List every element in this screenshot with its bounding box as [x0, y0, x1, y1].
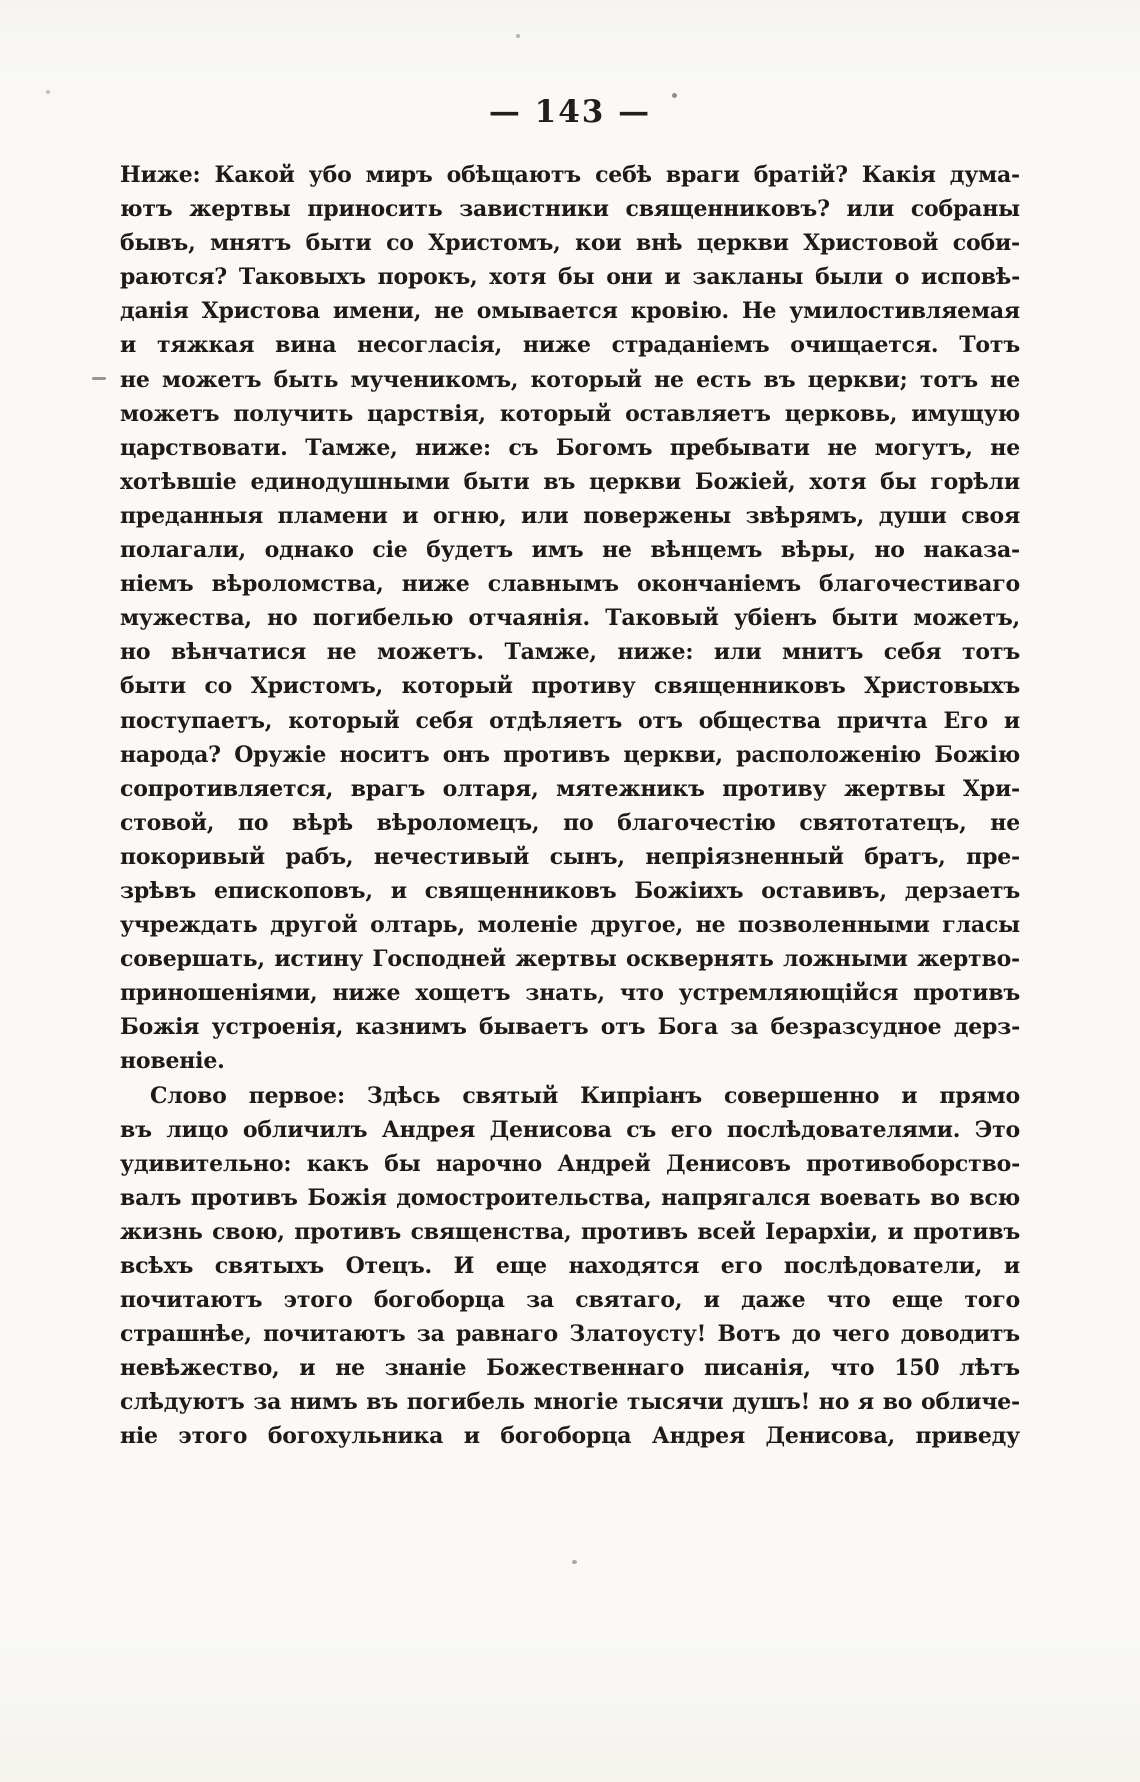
- text-line: ніемъ вѣроломства, ниже славнымъ окончаніемъ благочестиваго: [120, 571, 1020, 598]
- text-line: всѣхъ святыхъ Отецъ. И еще находятся его послѣдователи, и: [120, 1253, 1020, 1279]
- text-line: Божія устроенія, казнимъ бываетъ отъ Бога за безразсудное дерз-: [120, 1014, 1020, 1041]
- scan-speck: [516, 34, 520, 38]
- text-line: въ лицо обличилъ Андрея Денисова съ его послѣдователями. Это: [120, 1116, 1020, 1143]
- text-line: бывъ, мнятъ быти со Христомъ, кои внѣ церкви Христовой соби-: [120, 230, 1020, 257]
- text-line: слѣдуютъ за нимъ въ погибель многіе тысячи душъ! но я во обличе-: [120, 1389, 1020, 1416]
- text-line: покоривый рабъ, нечестивый сынъ, непріязненный братъ, пре-: [120, 843, 1020, 870]
- text-line: данія Христова имени, не омывается кровію. Не умилостивляемая: [120, 298, 1020, 325]
- text-line: раются? Таковыхъ порокъ, хотя бы они и закланы были о исповѣ-: [120, 264, 1020, 291]
- text-line: и тяжкая вина несогласія, ниже страданіемъ очищается. Тотъ: [120, 332, 1020, 359]
- text-line: полагали, однако сіе будетъ имъ не вѣнцемъ вѣры, но наказа-: [120, 537, 1020, 564]
- text-line: совершать, истину Господней жертвы осквернять ложными жертво-: [120, 946, 1020, 973]
- text-block: [120, 158, 1020, 1454]
- text-line: Ниже: Какой убо миръ обѣщаютъ себѣ враги братій? Какія дума-: [120, 162, 1020, 188]
- paragraph: [120, 1079, 1020, 1454]
- text-line: можетъ получить царствія, который оставляетъ церковь, имущую: [120, 400, 1020, 427]
- text-line: Слово первое: Здѣсь святый Кипріанъ совершенно и прямо: [150, 1082, 1020, 1109]
- page-header: [120, 94, 1020, 130]
- text-line: жизнь свою, противъ священства, противъ всей Іерархіи, и противъ: [120, 1218, 1020, 1245]
- text-line: стовой, по вѣрѣ вѣроломецъ, по благочестію святотатецъ, не: [120, 809, 1020, 836]
- text-line: ніе этого богохульника и богоборца Андрея Денисова, приведу: [120, 1423, 1020, 1450]
- scan-speck: [46, 90, 50, 94]
- text-line: не можетъ быть мученикомъ, который не есть въ церкви; тотъ не: [120, 366, 1020, 393]
- text-line: хотѣвшіе единодушными быти въ церкви Божіей, хотя бы горѣли: [120, 468, 1020, 495]
- text-line: валъ противъ Божія домостроительства, напрягался воевать во всю: [120, 1184, 1020, 1211]
- text-line: почитаютъ этого богоборца за святаго, и даже что еще того: [120, 1287, 1020, 1314]
- text-line: страшнѣе, почитаютъ за равнаго Златоусту! Вотъ до чего доводитъ: [120, 1321, 1020, 1348]
- text-line: учреждать другой олтарь, моленіе другое, не позволенными гласы: [120, 912, 1020, 939]
- text-line: новеніе.: [120, 1048, 225, 1075]
- scan-speck: [92, 377, 106, 380]
- text-line: быти со Христомъ, который противу священниковъ Христовыхъ: [120, 673, 1020, 700]
- paragraph: [120, 158, 1020, 1079]
- text-line: удивительно: какъ бы нарочно Андрей Денисовъ противоборство-: [120, 1150, 1020, 1177]
- text-line: преданныя пламени и огню, или повержены звѣрямъ, души своя: [120, 502, 1020, 529]
- text-line: зрѣвъ епископовъ, и священниковъ Божіихъ оставивъ, дерзаетъ: [120, 877, 1020, 904]
- text-line: приношеніями, ниже хощетъ знать, что устремляющійся противъ: [120, 980, 1020, 1007]
- text-line: ютъ жертвы приносить завистники священниковъ? или собраны: [120, 196, 1020, 223]
- scan-speck: [572, 1560, 577, 1564]
- text-line: царствовати. Тамже, ниже: съ Богомъ пребывати не могутъ, не: [120, 434, 1020, 461]
- text-line: сопротивляется, врагъ олтаря, мятежникъ противу жертвы Хри-: [120, 775, 1020, 802]
- text-line: народа? Оружіе носитъ онъ противъ церкви, расположенію Божію: [120, 741, 1020, 768]
- text-line: но вѣнчатися не можетъ. Тамже, ниже: или мнитъ себя тотъ: [120, 639, 1020, 666]
- text-line: мужества, но погибелью отчаянія. Таковый убіенъ быти можетъ,: [120, 605, 1020, 632]
- text-line: поступаетъ, который себя отдѣляетъ отъ общества причта Его и: [120, 707, 1020, 734]
- page-number: — 143 —: [488, 94, 652, 130]
- text-line: невѣжество, и не знаніе Божественнаго писанія, что 150 лѣтъ: [120, 1355, 1020, 1382]
